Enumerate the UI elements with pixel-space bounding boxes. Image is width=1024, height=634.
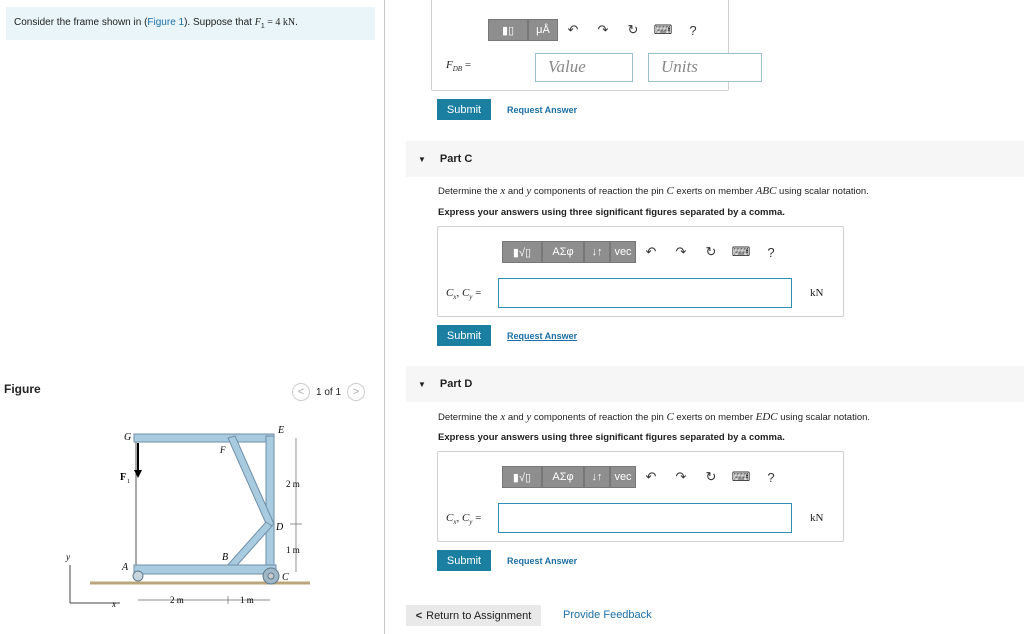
partC-question bbox=[438, 185, 869, 197]
right-pane bbox=[386, 0, 1024, 634]
help-icon[interactable]: ? bbox=[767, 244, 775, 260]
partC-header[interactable] bbox=[406, 141, 1024, 177]
partB-label-sub: DB bbox=[452, 65, 463, 74]
q-text: using scalar notation. bbox=[776, 186, 869, 197]
label-sub-x: x bbox=[453, 518, 457, 527]
partD-title: Part D bbox=[439, 378, 473, 390]
axis-x-label: x bbox=[112, 599, 116, 609]
provide-feedback-link[interactable]: Provide Feedback bbox=[563, 609, 652, 621]
templates-button[interactable] bbox=[502, 241, 542, 263]
collapse-triangle-icon: ▼ bbox=[418, 154, 426, 164]
chevron-left-icon: < bbox=[415, 609, 423, 622]
dim-1m-horizontal: 1 m bbox=[240, 595, 254, 605]
label-F1-sub: 1 bbox=[127, 479, 130, 485]
keyboard-icon[interactable]: ⌨ bbox=[731, 244, 751, 259]
q-y: y bbox=[526, 185, 532, 197]
label-C: C bbox=[461, 287, 470, 299]
template-icon: ▮√▯ bbox=[512, 246, 532, 259]
partC-submit-button[interactable]: Submit bbox=[437, 325, 491, 346]
redo-icon[interactable]: ↷ bbox=[675, 469, 687, 484]
label-C: C bbox=[446, 512, 454, 524]
left-pane bbox=[0, 0, 384, 634]
force-var: F bbox=[254, 17, 261, 28]
q-text: and bbox=[505, 186, 527, 197]
redo-icon[interactable]: ↷ bbox=[597, 22, 609, 37]
keyboard-icon[interactable]: ⌨ bbox=[653, 22, 673, 37]
q-text: using scalar notation. bbox=[777, 412, 871, 423]
next-figure-button[interactable]: > bbox=[347, 383, 365, 401]
partC-unit: kN bbox=[810, 287, 824, 299]
template-icon: ▮▯ bbox=[501, 24, 515, 37]
undo-icon[interactable]: ↶ bbox=[567, 22, 579, 37]
label-G: G bbox=[124, 432, 132, 443]
collapse-triangle-icon: ▼ bbox=[418, 379, 426, 389]
label-sub-y: y bbox=[469, 293, 473, 302]
pane-divider bbox=[384, 0, 385, 634]
redo-icon[interactable]: ↷ bbox=[675, 244, 687, 259]
undo-icon[interactable]: ↶ bbox=[645, 244, 657, 259]
partB-toolbar bbox=[488, 19, 708, 41]
q-text: and bbox=[505, 412, 527, 423]
undo-icon[interactable]: ↶ bbox=[645, 469, 657, 484]
templates-button[interactable] bbox=[488, 19, 528, 41]
partC-answer-box bbox=[437, 226, 844, 317]
partC-label: $C_x$, $C_y$ = bbox=[446, 287, 482, 302]
vec-button[interactable]: vec bbox=[610, 241, 636, 263]
label-C: C bbox=[461, 512, 470, 524]
partC-toolbar bbox=[502, 241, 786, 263]
q-text: exerts on member bbox=[673, 412, 756, 423]
label-A: A bbox=[122, 562, 129, 573]
partB-label-var: F bbox=[446, 59, 453, 71]
problem-prefix: Consider the frame shown in ( bbox=[14, 17, 148, 28]
q-text: Determine the bbox=[438, 186, 501, 197]
label-C: C bbox=[446, 287, 454, 299]
pager-text: 1 of 1 bbox=[316, 386, 342, 398]
reset-icon[interactable]: ↻ bbox=[705, 244, 717, 259]
label-B: B bbox=[222, 552, 229, 563]
templates-button[interactable] bbox=[502, 466, 542, 488]
partD-answer-input[interactable] bbox=[498, 503, 792, 533]
force-value: = 4 kN bbox=[264, 17, 296, 28]
prev-figure-button[interactable]: < bbox=[292, 383, 310, 401]
q-text: components of reaction the pin bbox=[531, 186, 667, 197]
help-icon[interactable]: ? bbox=[689, 22, 697, 38]
q-member: ABC bbox=[755, 185, 777, 197]
partD-unit: kN bbox=[810, 512, 824, 524]
dim-1m-vertical: 1 m bbox=[286, 545, 300, 555]
label-D: D bbox=[276, 522, 284, 533]
partD-request-answer-link[interactable]: Request Answer bbox=[507, 556, 578, 566]
label-eq: = bbox=[475, 512, 482, 524]
greek-button[interactable]: ΑΣφ bbox=[542, 241, 584, 263]
reset-icon[interactable]: ↻ bbox=[627, 22, 639, 37]
template-icon: ▮√▯ bbox=[512, 471, 532, 484]
q-member: EDC bbox=[755, 411, 778, 423]
q-text: Determine the bbox=[438, 412, 501, 423]
reset-icon[interactable]: ↻ bbox=[705, 469, 717, 484]
value-input[interactable]: Value bbox=[535, 53, 633, 82]
q-x: x bbox=[500, 411, 506, 423]
keyboard-icon[interactable]: ⌨ bbox=[731, 469, 751, 484]
q-text: exerts on member bbox=[673, 186, 756, 197]
dim-2m-vertical: 2 m bbox=[286, 479, 300, 489]
label-sub-x: x bbox=[453, 293, 457, 302]
partD-header[interactable] bbox=[406, 366, 1024, 402]
partC-instruction: Express your answers using three significant figures separated by a comma. bbox=[438, 207, 785, 218]
return-label: Return to Assignment bbox=[426, 609, 532, 622]
label-F: F bbox=[220, 445, 226, 455]
units-button[interactable]: μÅ bbox=[528, 19, 558, 41]
partD-toolbar bbox=[502, 466, 786, 488]
return-to-assignment-button[interactable] bbox=[406, 605, 541, 626]
figure-link[interactable]: Figure 1 bbox=[147, 17, 185, 28]
frame-figure bbox=[60, 420, 320, 610]
partD-submit-button[interactable]: Submit bbox=[437, 550, 491, 571]
partC-title: Part C bbox=[439, 153, 473, 165]
q-y: y bbox=[526, 411, 532, 423]
q-text: components of reaction the pin bbox=[531, 412, 667, 423]
problem-statement bbox=[6, 7, 375, 40]
partB-answer-box bbox=[431, 0, 729, 91]
help-icon[interactable]: ? bbox=[767, 469, 775, 485]
problem-middle: ). Suppose that bbox=[184, 17, 255, 28]
q-x: x bbox=[500, 185, 506, 197]
figure-title: Figure bbox=[4, 382, 41, 396]
partD-label: $C_x$, $C_y$ = bbox=[446, 512, 482, 527]
greek-button[interactable]: ΑΣφ bbox=[542, 466, 584, 488]
label-C: C bbox=[282, 572, 289, 583]
label-eq: = bbox=[475, 287, 482, 299]
units-input[interactable]: Units bbox=[648, 53, 762, 82]
vec-button[interactable]: vec bbox=[610, 466, 636, 488]
partB-eq: = bbox=[464, 59, 472, 71]
partD-question bbox=[438, 411, 870, 423]
arrows-button[interactable]: ↓↑ bbox=[584, 241, 610, 263]
partD-instruction: Express your answers using three significant figures separated by a comma. bbox=[438, 432, 785, 443]
partB-submit-button[interactable]: Submit bbox=[437, 99, 491, 120]
partB-request-answer-link[interactable]: Request Answer bbox=[507, 105, 578, 115]
partC-answer-input[interactable] bbox=[498, 278, 792, 308]
partC-request-answer-link[interactable]: Request Answer bbox=[507, 331, 578, 341]
q-pin: C bbox=[666, 185, 674, 197]
label-sub-y: y bbox=[469, 518, 473, 527]
force-sub: 1 bbox=[260, 23, 265, 30]
partD-answer-box bbox=[437, 451, 844, 542]
label-E: E bbox=[278, 425, 285, 436]
dim-2m-horizontal: 2 m bbox=[170, 595, 184, 605]
arrows-button[interactable]: ↓↑ bbox=[584, 466, 610, 488]
label-F1: F bbox=[120, 472, 127, 483]
partB-label bbox=[446, 59, 471, 73]
q-pin: C bbox=[666, 411, 674, 423]
problem-suffix: . bbox=[295, 17, 298, 28]
figure-pager bbox=[292, 383, 365, 401]
axis-y-label: y bbox=[66, 552, 70, 562]
